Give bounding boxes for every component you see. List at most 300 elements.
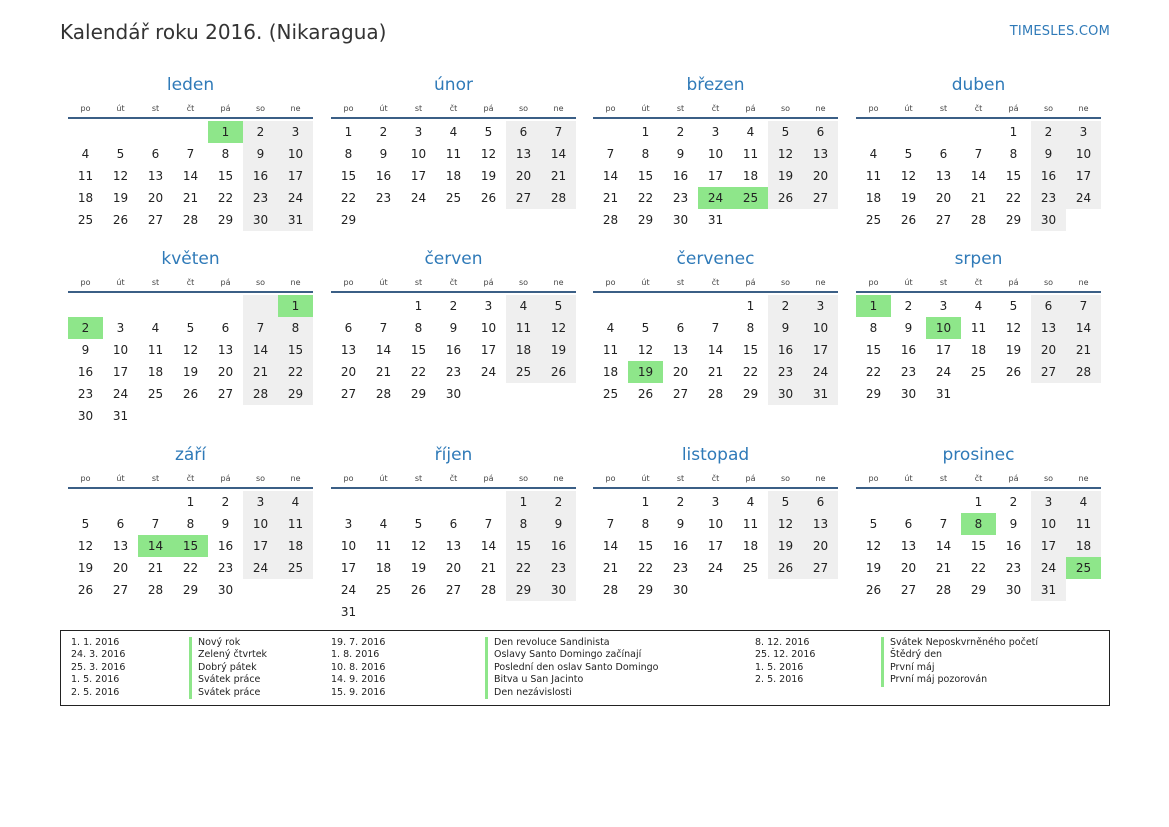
weekday-label: út: [904, 278, 913, 287]
day-cell: 26: [637, 387, 654, 401]
day-cell: 11: [278, 513, 313, 535]
legend-date: 24. 3. 2016: [71, 649, 126, 661]
day-cell: 13: [340, 343, 357, 357]
day-cell: 6: [506, 121, 541, 143]
legend-holiday-name: Svátek práce: [189, 687, 267, 699]
day-cell: 20: [900, 561, 917, 575]
day-cell: 26: [112, 213, 129, 227]
empty-cell: [243, 579, 278, 601]
day-cell: 6: [449, 517, 458, 531]
day-cell: 20: [217, 365, 234, 379]
weekday-label: st: [151, 104, 160, 113]
day-cell: 19: [865, 561, 882, 575]
day-cell: 21: [970, 191, 987, 205]
day-cell: 12: [637, 343, 654, 357]
day-cell: 14: [541, 143, 576, 165]
weekday-header: [593, 470, 838, 487]
legend-holiday-name: Bitva u San Jacinto: [485, 674, 658, 686]
day-cell: 17: [1031, 535, 1066, 557]
month-únor: [331, 74, 576, 231]
day-cell: 18: [375, 561, 392, 575]
day-cell: 7: [541, 121, 576, 143]
day-cell: 13: [900, 539, 917, 553]
day-cell: 25: [445, 191, 462, 205]
legend-date: 1. 5. 2016: [71, 674, 120, 686]
weekday-label: so: [255, 104, 266, 113]
day-cell: 14: [1066, 317, 1101, 339]
empty-cell: [243, 405, 278, 427]
day-cell: 11: [147, 343, 164, 357]
day-cell: 1: [746, 299, 755, 313]
day-cell: 22: [637, 191, 654, 205]
day-cell: 17: [707, 539, 724, 553]
day-cell: 16: [77, 365, 94, 379]
day-cell: 24: [112, 387, 129, 401]
day-cell: 23: [672, 191, 689, 205]
month-březen: [593, 74, 838, 231]
month-září: [68, 444, 313, 601]
month-name: říjen: [434, 445, 473, 465]
legend-date: 14. 9. 2016: [331, 674, 386, 686]
legend-date-column: [755, 637, 815, 687]
day-cell: 8: [506, 513, 541, 535]
day-cell: 6: [904, 517, 913, 531]
day-cell: 18: [77, 191, 94, 205]
day-cell: 27: [112, 583, 129, 597]
day-cell: 28: [602, 213, 619, 227]
day-cell: 16: [243, 165, 278, 187]
site-link[interactable]: TIMESLES.COM: [1009, 24, 1110, 39]
day-cell: 16: [900, 343, 917, 357]
day-cell: 30: [445, 387, 462, 401]
weekday-label: po: [343, 278, 354, 287]
day-cell: 18: [742, 169, 759, 183]
month-name: listopad: [681, 445, 750, 465]
day-cell: 25: [147, 387, 164, 401]
day-cell: 9: [541, 513, 576, 535]
page-title: Kalendář roku 2016. (Nikaragua): [60, 20, 387, 44]
empty-cell: [366, 209, 401, 231]
day-cell: 1: [641, 125, 650, 139]
empty-cell: [961, 121, 996, 143]
weekday-label: čt: [449, 474, 458, 483]
day-cell: 10: [707, 517, 724, 531]
day-cell: 14: [602, 169, 619, 183]
legend-date: 8. 12. 2016: [755, 637, 810, 648]
weekday-label: pá: [745, 474, 756, 483]
day-cell: 12: [541, 317, 576, 339]
day-cell: 1: [974, 495, 983, 509]
legend-holiday-name: První máj pozorován: [881, 674, 1038, 686]
month-červenec: [593, 248, 838, 405]
day-cell: 11: [742, 517, 759, 531]
weekday-label: st: [151, 278, 160, 287]
day-cell: 9: [221, 517, 230, 531]
weekday-label: út: [641, 104, 650, 113]
day-cell: 31: [278, 209, 313, 231]
empty-cell: [366, 295, 401, 317]
day-cell: 30: [672, 583, 689, 597]
day-cell: 24: [480, 365, 497, 379]
day-cell: 11: [865, 169, 882, 183]
day-cell: 2: [379, 125, 388, 139]
day-cell: 9: [768, 317, 803, 339]
day-cell: 12: [768, 513, 803, 535]
weekday-label: čt: [449, 278, 458, 287]
day-cell: 22: [506, 557, 541, 579]
day-cell: 7: [151, 517, 160, 531]
weekday-label: ne: [815, 474, 826, 483]
day-cell: 4: [606, 321, 615, 335]
weekday-label: pá: [220, 104, 231, 113]
day-cell: 6: [803, 121, 838, 143]
day-cell: 16: [1005, 539, 1022, 553]
day-cell: 6: [676, 321, 685, 335]
day-cell: 31: [112, 409, 129, 423]
empty-cell: [961, 383, 996, 405]
weekday-label: út: [379, 104, 388, 113]
day-cell: 9: [449, 321, 458, 335]
day-cell: 7: [711, 321, 720, 335]
day-cell: 10: [803, 317, 838, 339]
weekday-label: po: [605, 474, 616, 483]
day-cell: 4: [151, 321, 160, 335]
weekday-label: ne: [553, 104, 564, 113]
weekday-header: [593, 100, 838, 117]
day-cell: 6: [151, 147, 160, 161]
day-cell: 29: [217, 213, 234, 227]
day-cell: 5: [1009, 299, 1018, 313]
day-cell: 11: [742, 147, 759, 161]
day-cell: 20: [147, 191, 164, 205]
day-cell: 11: [1066, 513, 1101, 535]
day-cell: 14: [602, 539, 619, 553]
day-cell: 17: [1066, 165, 1101, 187]
day-cell: 28: [602, 583, 619, 597]
day-cell: 5: [116, 147, 125, 161]
day-cell: 29: [1005, 213, 1022, 227]
empty-cell: [278, 579, 313, 601]
day-cell: 11: [506, 317, 541, 339]
day-cell: 23: [768, 361, 803, 383]
legend-holiday-name: Oslavy Santo Domingo začínají: [485, 649, 658, 661]
day-cell: 4: [869, 147, 878, 161]
day-grid: [68, 295, 313, 427]
legend-holiday-name: Den nezávislosti: [485, 687, 658, 699]
day-cell: 27: [147, 213, 164, 227]
day-cell: 29: [970, 583, 987, 597]
month-name: duben: [951, 75, 1006, 95]
weekday-label: čt: [974, 278, 983, 287]
day-cell: 13: [147, 169, 164, 183]
day-cell: 2: [676, 125, 685, 139]
day-cell: 3: [1031, 491, 1066, 513]
day-cell: 21: [480, 561, 497, 575]
holiday-day-cell: 10: [926, 317, 961, 339]
day-cell: 9: [1009, 517, 1018, 531]
empty-cell: [1066, 579, 1101, 601]
empty-cell: [68, 295, 103, 317]
empty-cell: [173, 405, 208, 427]
day-cell: 21: [935, 561, 952, 575]
weekday-label: pá: [745, 104, 756, 113]
header-divider: [856, 291, 1101, 293]
day-cell: 25: [970, 365, 987, 379]
day-cell: 28: [970, 213, 987, 227]
day-cell: 9: [243, 143, 278, 165]
day-cell: 22: [410, 365, 427, 379]
day-cell: 26: [768, 187, 803, 209]
day-cell: 24: [935, 365, 952, 379]
weekday-label: po: [80, 278, 91, 287]
day-cell: 18: [742, 539, 759, 553]
day-cell: 14: [243, 339, 278, 361]
day-cell: 28: [707, 387, 724, 401]
day-cell: 26: [865, 583, 882, 597]
day-cell: 29: [865, 387, 882, 401]
empty-cell: [926, 121, 961, 143]
legend-date: 1. 8. 2016: [331, 649, 380, 661]
day-cell: 3: [278, 121, 313, 143]
day-cell: 6: [221, 321, 230, 335]
day-cell: 9: [81, 343, 90, 357]
day-cell: 16: [217, 539, 234, 553]
day-cell: 12: [768, 143, 803, 165]
empty-cell: [541, 209, 576, 231]
day-cell: 9: [676, 517, 685, 531]
day-cell: 13: [506, 143, 541, 165]
month-prosinec: [856, 444, 1101, 601]
day-cell: 28: [147, 583, 164, 597]
weekday-label: čt: [449, 104, 458, 113]
day-cell: 3: [243, 491, 278, 513]
header-divider: [331, 117, 576, 119]
day-cell: 18: [1066, 535, 1101, 557]
weekday-label: st: [676, 104, 685, 113]
empty-cell: [278, 405, 313, 427]
weekday-label: po: [868, 104, 879, 113]
day-cell: 22: [340, 191, 357, 205]
day-cell: 3: [484, 299, 493, 313]
legend-holiday-name: Dobrý pátek: [189, 662, 267, 674]
day-cell: 22: [865, 365, 882, 379]
legend-date-column: [71, 637, 125, 699]
empty-cell: [926, 491, 961, 513]
legend-holiday-name: První máj: [881, 662, 1038, 674]
day-cell: 31: [1031, 579, 1066, 601]
day-cell: 18: [147, 365, 164, 379]
day-cell: 22: [182, 561, 199, 575]
day-cell: 16: [375, 169, 392, 183]
day-cell: 21: [1066, 339, 1101, 361]
day-cell: 17: [340, 561, 357, 575]
header-divider: [593, 487, 838, 489]
empty-cell: [768, 579, 803, 601]
day-cell: 12: [410, 539, 427, 553]
day-cell: 17: [935, 343, 952, 357]
weekday-label: pá: [483, 104, 494, 113]
day-cell: 7: [186, 147, 195, 161]
day-cell: 29: [340, 213, 357, 227]
day-cell: 27: [1031, 361, 1066, 383]
day-cell: 4: [379, 517, 388, 531]
day-cell: 17: [480, 343, 497, 357]
weekday-label: ne: [290, 278, 301, 287]
day-cell: 31: [340, 605, 357, 619]
day-cell: 13: [803, 143, 838, 165]
empty-cell: [401, 601, 436, 623]
empty-cell: [471, 491, 506, 513]
day-cell: 22: [1005, 191, 1022, 205]
empty-cell: [891, 491, 926, 513]
day-cell: 27: [217, 387, 234, 401]
weekday-label: st: [939, 474, 948, 483]
empty-cell: [138, 121, 173, 143]
day-cell: 23: [541, 557, 576, 579]
day-cell: 15: [742, 343, 759, 357]
day-cell: 5: [869, 517, 878, 531]
day-cell: 12: [112, 169, 129, 183]
empty-cell: [103, 295, 138, 317]
day-cell: 14: [970, 169, 987, 183]
day-cell: 20: [1031, 339, 1066, 361]
day-cell: 19: [900, 191, 917, 205]
day-grid: [331, 491, 576, 623]
day-cell: 29: [742, 387, 759, 401]
day-cell: 28: [182, 213, 199, 227]
legend-name-column: [485, 637, 658, 699]
day-cell: 9: [1031, 143, 1066, 165]
day-cell: 13: [112, 539, 129, 553]
legend-date: 25. 12. 2016: [755, 649, 816, 661]
empty-cell: [401, 209, 436, 231]
day-cell: 3: [116, 321, 125, 335]
weekday-label: pá: [483, 278, 494, 287]
day-cell: 27: [506, 187, 541, 209]
month-listopad: [593, 444, 838, 601]
day-cell: 21: [147, 561, 164, 575]
empty-cell: [68, 491, 103, 513]
day-cell: 31: [707, 213, 724, 227]
holiday-day-cell: 8: [961, 513, 996, 535]
empty-cell: [663, 295, 698, 317]
legend-date: 2. 5. 2016: [755, 674, 804, 686]
day-cell: 25: [506, 361, 541, 383]
day-cell: 6: [344, 321, 353, 335]
day-cell: 24: [410, 191, 427, 205]
legend-date-column: [331, 637, 385, 699]
holiday-day-cell: 24: [698, 187, 733, 209]
day-cell: 2: [904, 299, 913, 313]
weekday-label: so: [255, 278, 266, 287]
day-grid: [68, 121, 313, 231]
weekday-label: st: [414, 278, 423, 287]
day-cell: 27: [935, 213, 952, 227]
day-grid: [331, 121, 576, 231]
weekday-label: út: [379, 278, 388, 287]
day-cell: 30: [1031, 209, 1066, 231]
day-cell: 23: [1005, 561, 1022, 575]
holiday-day-cell: 1: [278, 295, 313, 317]
weekday-label: čt: [711, 474, 720, 483]
day-cell: 15: [340, 169, 357, 183]
day-cell: 30: [768, 383, 803, 405]
empty-cell: [593, 491, 628, 513]
day-cell: 3: [711, 495, 720, 509]
empty-cell: [803, 209, 838, 231]
weekday-label: st: [676, 474, 685, 483]
day-cell: 25: [77, 213, 94, 227]
day-cell: 14: [935, 539, 952, 553]
day-cell: 31: [803, 383, 838, 405]
day-cell: 5: [641, 321, 650, 335]
day-grid: [593, 295, 838, 405]
holiday-day-cell: 14: [138, 535, 173, 557]
day-cell: 11: [375, 539, 392, 553]
day-cell: 11: [970, 321, 987, 335]
day-grid: [856, 121, 1101, 231]
empty-cell: [856, 121, 891, 143]
holiday-day-cell: 25: [733, 187, 768, 209]
weekday-header: [593, 274, 838, 291]
empty-cell: [331, 295, 366, 317]
day-cell: 30: [541, 579, 576, 601]
day-cell: 21: [602, 191, 619, 205]
weekday-label: út: [641, 474, 650, 483]
header-divider: [68, 117, 313, 119]
day-cell: 8: [186, 517, 195, 531]
day-cell: 10: [480, 321, 497, 335]
empty-cell: [593, 295, 628, 317]
legend-date: 10. 8. 2016: [331, 661, 386, 673]
weekday-label: so: [780, 474, 791, 483]
month-name: květen: [161, 249, 220, 269]
empty-cell: [733, 579, 768, 601]
weekday-label: ne: [553, 278, 564, 287]
day-cell: 8: [641, 517, 650, 531]
day-cell: 14: [480, 539, 497, 553]
day-cell: 13: [1031, 317, 1066, 339]
day-cell: 16: [672, 169, 689, 183]
day-cell: 4: [746, 495, 755, 509]
weekday-label: út: [116, 278, 125, 287]
day-cell: 15: [506, 535, 541, 557]
day-cell: 18: [865, 191, 882, 205]
day-cell: 28: [1066, 361, 1101, 383]
empty-cell: [208, 295, 243, 317]
header-divider: [68, 291, 313, 293]
weekday-label: čt: [186, 474, 195, 483]
weekday-label: st: [151, 474, 160, 483]
legend-holiday-name: Den revoluce Sandinista: [485, 637, 658, 649]
day-cell: 15: [217, 169, 234, 183]
legend-holiday-name: Nový rok: [189, 637, 267, 649]
day-cell: 28: [935, 583, 952, 597]
weekday-label: ne: [815, 278, 826, 287]
day-cell: 2: [676, 495, 685, 509]
day-cell: 20: [506, 165, 541, 187]
empty-cell: [803, 579, 838, 601]
month-květen: [68, 248, 313, 427]
day-cell: 27: [803, 557, 838, 579]
day-cell: 4: [746, 125, 755, 139]
day-cell: 24: [707, 561, 724, 575]
day-cell: 21: [541, 165, 576, 187]
day-cell: 28: [243, 383, 278, 405]
day-cell: 27: [672, 387, 689, 401]
empty-cell: [1066, 383, 1101, 405]
empty-cell: [471, 601, 506, 623]
